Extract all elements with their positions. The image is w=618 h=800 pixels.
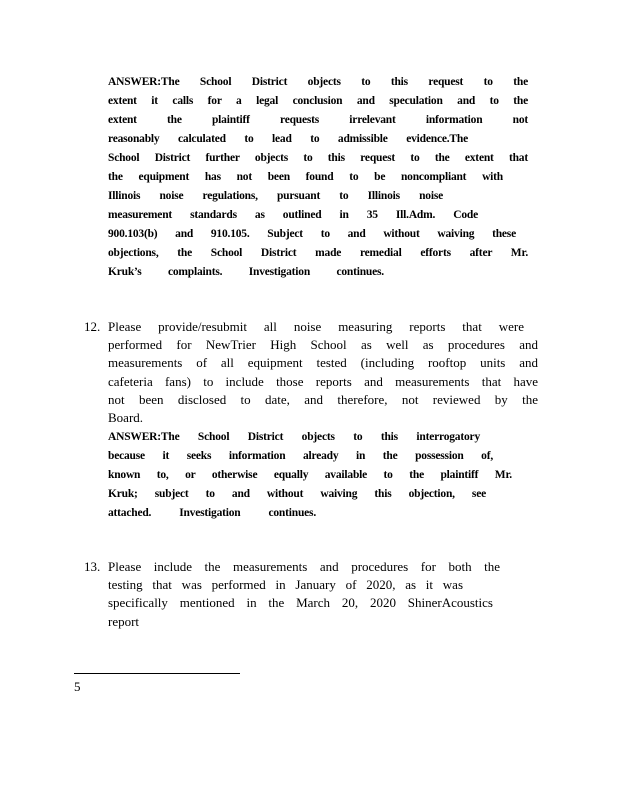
item-line-text: testing that was performed in January of 2020, as it was — [108, 577, 463, 593]
item-number: 13. — [84, 559, 101, 574]
item-line — [84, 576, 538, 594]
footnote-number: 5 — [74, 679, 81, 694]
answer-line: objections, the School District made remedial efforts after Mr. — [108, 247, 528, 259]
item-line: performed for NewTrier High School as well as procedures and — [108, 337, 538, 353]
item-line: cafeteria fans) to include those reports and measurements that have — [108, 373, 538, 389]
answer-line: ANSWER:The School District objects to this interrogatory — [108, 431, 480, 443]
item-first-row — [84, 318, 538, 336]
answer-line: because it seeks information already in the possession of, — [108, 450, 493, 462]
item-first-row — [84, 558, 538, 576]
answer-block-1 — [108, 73, 528, 282]
answer-line: known to, or otherwise equally available to the plaintiff Mr. — [108, 469, 512, 481]
item-line: measurements of all equipment tested (including rooftop units and — [108, 355, 538, 371]
interrogatory-13 — [84, 558, 538, 631]
answer-line: Illinois noise regulations, pursuant to Illinois noise — [108, 190, 443, 202]
item-line: Board. — [108, 410, 144, 426]
answer-line: the equipment has not been found to be noncompliant with — [108, 171, 503, 183]
answer-line: School District further objects to this request to the extent that — [108, 152, 528, 164]
answer-line: ANSWER:The School District objects to this request to the — [108, 76, 528, 88]
answer-line: extent it calls for a legal conclusion and speculation and to the — [108, 95, 528, 107]
answer-line: extent the plaintiff requests irrelevant information not — [108, 114, 528, 126]
item-number: 12. — [84, 319, 101, 334]
item-line: Please include the measurements and procedures for both the — [108, 559, 500, 574]
answer-line: reasonably calculated to lead to admissible evidence.The — [108, 133, 468, 145]
item-line — [84, 594, 538, 612]
item-line: not been disclosed to date, and therefore, not reviewed by the — [108, 391, 538, 407]
answer-line: Kruk’s complaints. Investigation continues. — [108, 266, 384, 278]
item-line: Please provide/resubmit all noise measuring reports that were — [108, 319, 524, 334]
item-line: report — [108, 613, 140, 629]
answer-block-12 — [108, 428, 512, 523]
interrogatory-12 — [84, 318, 538, 427]
answer-line: attached. Investigation continues. — [108, 507, 316, 519]
answer-line: measurement standards as outlined in 35 Ill.Adm. Code — [108, 209, 478, 221]
answer-line: Kruk; subject to and without waiving this objection, see — [108, 488, 486, 500]
item-line-text: specifically mentioned in the March 20, 2020 ShinerAcoustics — [108, 595, 493, 611]
answer-line: 900.103(b) and 910.105. Subject to and without waiving these — [108, 228, 516, 240]
footnote-divider — [74, 673, 240, 674]
